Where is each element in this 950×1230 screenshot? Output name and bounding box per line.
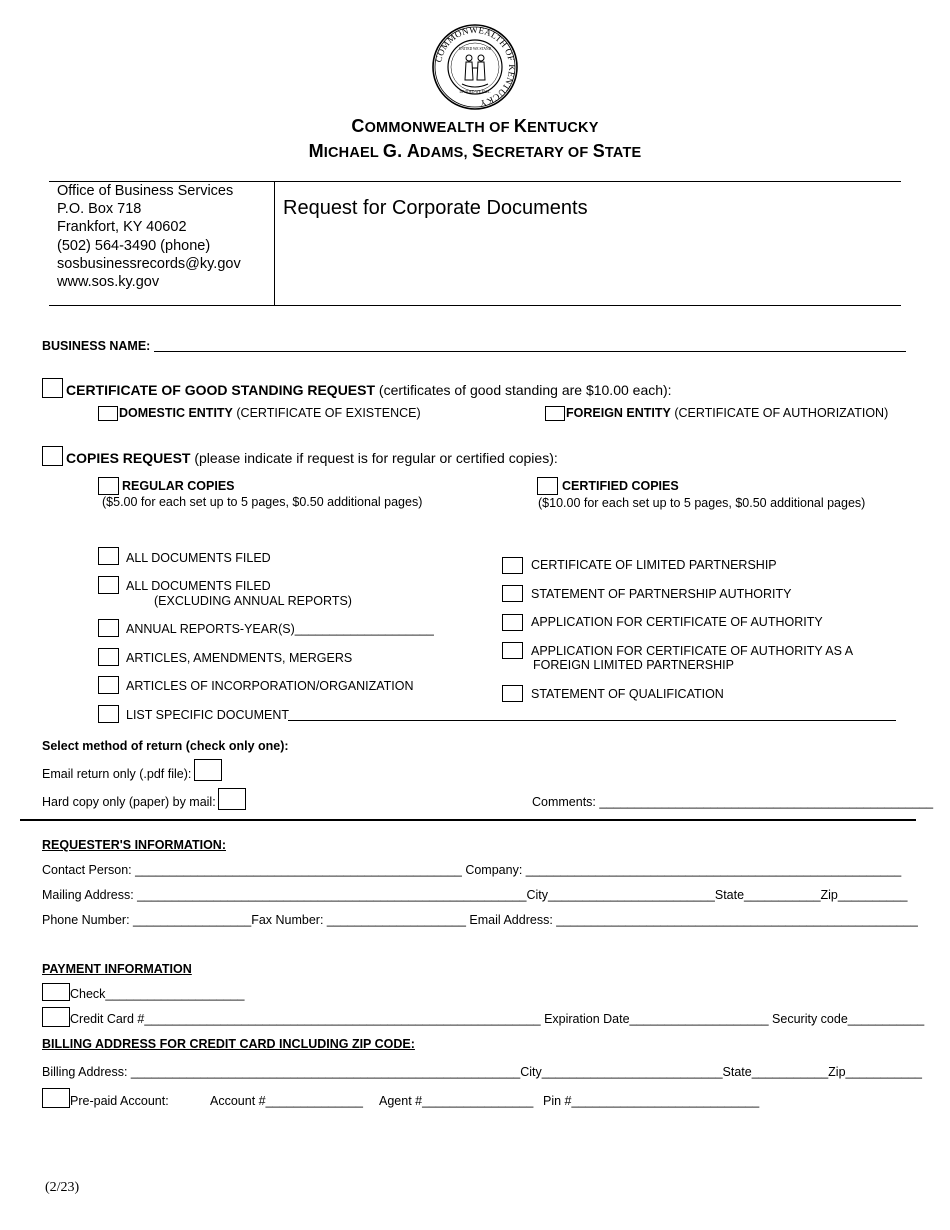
specific-document-field[interactable] (288, 720, 896, 721)
header-text-segment: C (351, 116, 365, 136)
box-divider (274, 181, 275, 306)
email-return-label: Email return only (.pdf file): (42, 767, 192, 781)
billing-address-heading: BILLING ADDRESS FOR CREDIT CARD INCLUDING ZIP CODE: (42, 1037, 415, 1051)
certified-copies-checkbox[interactable] (537, 477, 558, 495)
phone-fax-email-fields[interactable]: Phone Number: _________________Fax Number: ____________________ Email Address: ____________________________________________________ (42, 913, 918, 927)
regular-copies-label: REGULAR COPIES (122, 479, 235, 493)
kentucky-seal-image (432, 24, 518, 110)
certificate-authority-checkbox[interactable] (502, 614, 523, 631)
domestic-entity-checkbox[interactable] (98, 406, 118, 421)
prepaid-account-checkbox[interactable] (42, 1088, 70, 1108)
foreign-entity-label: FOREIGN ENTITY (CERTIFICATE OF AUTHORIZATION) (566, 406, 889, 420)
check-checkbox[interactable] (42, 983, 70, 1001)
requester-heading: REQUESTER'S INFORMATION: (42, 838, 226, 852)
prepaid-account-label: Pre-paid Account: (70, 1094, 169, 1108)
articles-amendments-label: ARTICLES, AMENDMENTS, MERGERS (126, 651, 353, 665)
specific-document-label: LIST SPECIFIC DOCUMENT (126, 708, 289, 722)
copies-request-label: COPIES REQUEST (please indicate if request is for regular or certified copies): (66, 450, 558, 466)
account-number-field[interactable]: Account #______________ (210, 1094, 363, 1108)
billing-address-fields[interactable]: Billing Address: ________________________________________________________City__________________________State___________Zip___________ (42, 1065, 923, 1079)
header-text-segment: K (513, 116, 528, 136)
return-method-heading: Select method of return (check only one): (42, 739, 289, 753)
articles-incorporation-label: ARTICLES OF INCORPORATION/ORGANIZATION (126, 679, 414, 693)
statement-qualification-checkbox[interactable] (502, 685, 523, 702)
header-text-segment: ECRETARY OF (484, 145, 593, 161)
mailing-address-fields[interactable]: Mailing Address: ________________________________________________________City________________________State___________Zip__________ (42, 888, 908, 902)
articles-amendments-checkbox[interactable] (98, 648, 119, 666)
statement-qualification-label: STATEMENT OF QUALIFICATION (531, 687, 724, 701)
header-text-segment: S (472, 141, 485, 161)
domestic-entity-label: DOMESTIC ENTITY (CERTIFICATE OF EXISTENCE) (119, 406, 421, 420)
contact-company-fields[interactable]: Contact Person: _______________________________________________ Company: ______________________________________________________ (42, 863, 902, 877)
credit-card-checkbox[interactable] (42, 1007, 70, 1027)
business-name-label: BUSINESS NAME: (42, 339, 151, 353)
form-title: Request for Corporate Documents (283, 197, 588, 219)
limited-partnership-checkbox[interactable] (502, 557, 523, 574)
header-text-segment: TATE (604, 145, 642, 161)
regular-copies-checkbox[interactable] (98, 477, 119, 495)
comments-field[interactable]: Comments: ________________________________________________ (532, 795, 934, 809)
business-name-field[interactable] (154, 351, 906, 352)
header-text-segment: DAMS, (420, 145, 472, 161)
certified-copies-label: CERTIFIED COPIES (562, 479, 679, 493)
annual-reports-label: ANNUAL REPORTS-YEAR(S)____________________ (126, 622, 434, 636)
hard-copy-checkbox[interactable] (218, 788, 246, 810)
svg-text:DIVIDED WE FALL: DIVIDED WE FALL (459, 90, 491, 94)
office-phone: (502) 564-3490 (phone) (57, 237, 211, 254)
partnership-authority-label: STATEMENT OF PARTNERSHIP AUTHORITY (531, 587, 792, 601)
certificate-authority-flp-sublabel: FOREIGN LIMITED PARTNERSHIP (533, 658, 734, 672)
certificate-authority-label: APPLICATION FOR CERTIFICATE OF AUTHORITY (531, 615, 823, 629)
all-documents-excl-checkbox[interactable] (98, 576, 119, 594)
office-name: Office of Business Services (57, 183, 234, 199)
office-address-block (57, 182, 241, 291)
limited-partnership-label: CERTIFICATE OF LIMITED PARTNERSHIP (531, 558, 777, 572)
regular-copies-note: ($5.00 for each set up to 5 pages, $0.50 additional pages) (102, 495, 423, 509)
office-website: www.sos.ky.gov (57, 274, 160, 291)
all-documents-excl-sublabel: (EXCLUDING ANNUAL REPORTS) (154, 594, 352, 608)
box-bottom-rule (49, 305, 901, 306)
pin-field[interactable]: Pin #___________________________ (543, 1094, 760, 1108)
header-text-segment: ICHAEL (323, 145, 383, 161)
certified-copies-note: ($10.00 for each set up to 5 pages, $0.50 additional pages) (538, 496, 866, 510)
partnership-authority-checkbox[interactable] (502, 585, 523, 602)
header-text-segment: A (406, 141, 421, 161)
good-standing-checkbox[interactable] (42, 378, 63, 398)
all-documents-label: ALL DOCUMENTS FILED (126, 551, 271, 565)
hard-copy-label: Hard copy only (paper) by mail: (42, 795, 216, 809)
copies-request-checkbox[interactable] (42, 446, 63, 466)
foreign-entity-checkbox[interactable] (545, 406, 565, 421)
office-city: Frankfort, KY 40602 (57, 219, 187, 236)
section-divider (20, 819, 916, 821)
all-documents-checkbox[interactable] (98, 547, 119, 565)
good-standing-label: CERTIFICATE OF GOOD STANDING REQUEST (certificates of good standing are $10.00 each): (66, 382, 672, 398)
email-return-checkbox[interactable] (194, 759, 222, 781)
svg-text:UNITED WE STAND: UNITED WE STAND (458, 47, 492, 51)
payment-heading: PAYMENT INFORMATION (42, 962, 192, 976)
annual-reports-checkbox[interactable] (98, 619, 119, 637)
header-text-segment: G. (382, 141, 407, 161)
svg-text:COMMONWEALTH OF KENTUCKY: COMMONWEALTH OF KENTUCKY (433, 24, 518, 109)
specific-document-checkbox[interactable] (98, 705, 119, 723)
office-po-box: P.O. Box 718 (57, 201, 142, 218)
header-line-1 (0, 116, 950, 137)
office-email: sosbusinessrecords@ky.gov (57, 255, 241, 272)
header-text-segment: M (308, 141, 324, 161)
agent-number-field[interactable]: Agent #________________ (379, 1094, 534, 1108)
check-field[interactable]: Check____________________ (70, 987, 245, 1001)
credit-card-fields[interactable]: Credit Card #_________________________________________________________ Expiration Date____________________ Security code___________ (70, 1012, 925, 1026)
header-text-segment: OMMONWEALTH OF (364, 120, 514, 136)
revision-date: (2/23) (45, 1180, 80, 1195)
articles-incorporation-checkbox[interactable] (98, 676, 119, 694)
header-line-2 (0, 141, 950, 162)
certificate-authority-flp-label: APPLICATION FOR CERTIFICATE OF AUTHORITY AS A (531, 644, 854, 658)
all-documents-excl-label: ALL DOCUMENTS FILED (126, 579, 271, 593)
certificate-authority-flp-checkbox[interactable] (502, 642, 523, 659)
header-text-segment: ENTUCKY (527, 120, 599, 136)
header-text-segment: S (592, 141, 605, 161)
